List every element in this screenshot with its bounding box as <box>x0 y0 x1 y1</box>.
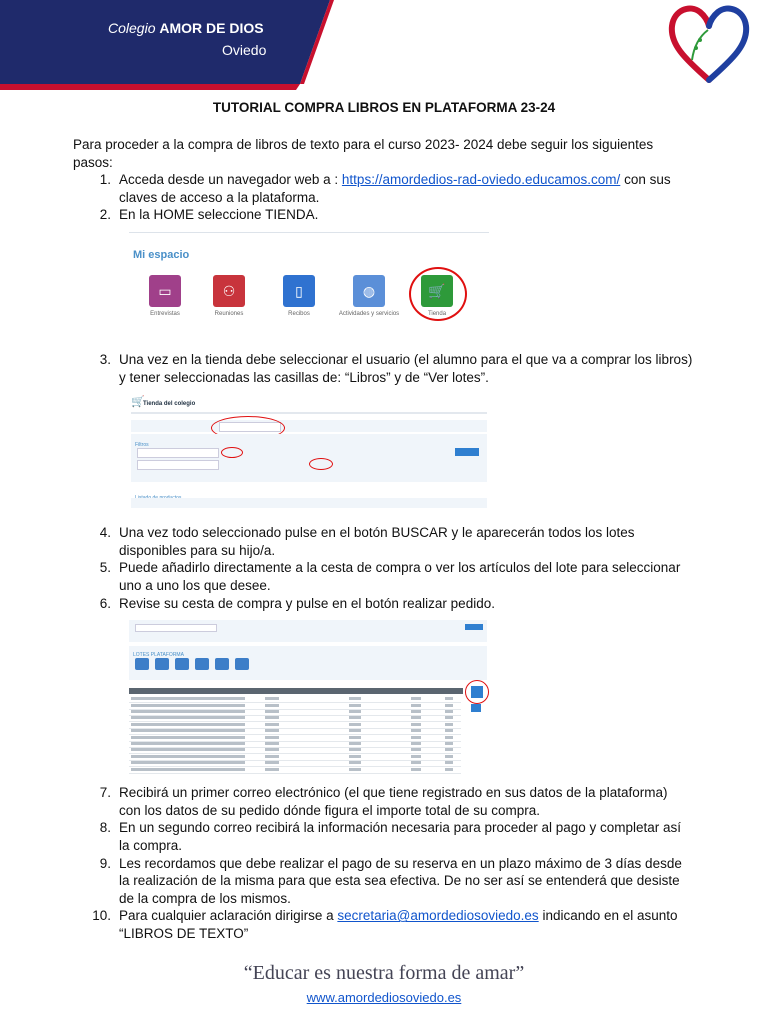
table-cell <box>445 704 453 707</box>
step-number: 7. <box>99 785 111 801</box>
step-9 <box>73 855 693 908</box>
table-cell <box>131 729 221 732</box>
table-cell <box>349 768 361 771</box>
table-cell <box>349 704 361 707</box>
table-cell <box>349 723 361 726</box>
lot-card[interactable] <box>235 658 249 670</box>
table-cell <box>445 710 453 713</box>
school-name: AMOR DE DIOS <box>159 20 264 36</box>
store-title: Tienda del colegio <box>143 401 196 408</box>
table-cell <box>411 736 421 739</box>
step-text: Una vez todo seleccionado pulse en el botón BUSCAR y le aparecerán todos los lotes disponibles para su hijo/a. <box>119 525 635 558</box>
table-cell <box>265 761 279 764</box>
step-number: 6. <box>99 595 111 611</box>
table-cell <box>411 723 421 726</box>
table-cell <box>265 742 279 745</box>
table-cell <box>445 768 453 771</box>
step-number: 10. <box>92 908 111 924</box>
step-7 <box>73 784 693 819</box>
table-cell <box>411 704 421 707</box>
step-text: Para cualquier aclaración dirigirse a <box>119 908 338 924</box>
page-title: TUTORIAL COMPRA LIBROS EN PLATAFORMA 23-24 <box>212 100 556 115</box>
table-cell <box>349 755 361 758</box>
tile-label: Actividades y servicios <box>338 310 400 317</box>
table-cell <box>265 729 279 732</box>
step-1 <box>73 171 693 206</box>
table-cell <box>131 710 221 713</box>
table-cell <box>445 748 453 751</box>
cart-icon: 🛒 <box>131 396 145 409</box>
chat-icon: ▭ <box>149 275 181 307</box>
step-text: En un segundo correo recibirá la información necesaria para proceder al pago y completar así la compra. <box>119 820 682 853</box>
table-cell <box>349 710 361 713</box>
table-cell <box>349 697 361 700</box>
people-icon: ⚇ <box>213 275 245 307</box>
step-4 <box>73 524 693 559</box>
table-cell <box>349 761 361 764</box>
school-prefix: Colegio <box>108 20 156 36</box>
table-cell <box>411 761 421 764</box>
filter-select[interactable] <box>137 448 219 458</box>
tile-label: Recibos <box>288 310 310 317</box>
table-cell <box>411 716 421 719</box>
tile-label: Entrevistas <box>150 310 180 317</box>
table-cell <box>411 768 421 771</box>
step-text: Una vez en la tienda debe seleccionar el usuario (el alumno para el que va a comprar los libros) y tener seleccionadas las casillas de: “Libros” y de “Ver lotes”. <box>119 351 693 385</box>
table-header <box>129 688 463 694</box>
table-cell <box>265 710 279 713</box>
header-banner <box>0 0 768 90</box>
lot-card[interactable] <box>215 658 229 670</box>
home-screenshot <box>129 232 489 343</box>
lot-card[interactable] <box>135 658 149 670</box>
table-cell <box>215 761 245 764</box>
table-cell <box>445 755 453 758</box>
table-cell <box>131 761 221 764</box>
table-cell <box>131 697 221 700</box>
school-city: Oviedo <box>222 42 267 58</box>
step-number: 3. <box>99 351 111 367</box>
table-cell <box>131 755 221 758</box>
table-cell <box>215 742 245 745</box>
table-cell <box>445 716 453 719</box>
table-cell <box>215 710 245 713</box>
table-cell <box>265 736 279 739</box>
table-row <box>129 767 461 774</box>
table-cell <box>131 742 221 745</box>
table-cell <box>215 755 245 758</box>
table-cell <box>445 742 453 745</box>
table-cell <box>445 761 453 764</box>
heart-logo-icon <box>664 0 754 84</box>
table-cell <box>131 736 221 739</box>
tile-label: Reuniones <box>214 310 244 317</box>
table-cell <box>411 729 421 732</box>
search-button[interactable] <box>465 624 483 630</box>
table-cell <box>445 697 453 700</box>
table-cell <box>445 723 453 726</box>
step-text: con sus claves de acceso a la plataforma. <box>119 172 671 205</box>
store-screenshot <box>129 394 489 518</box>
table-cell <box>265 716 279 719</box>
table-cell <box>131 723 221 726</box>
highlight-circle <box>409 267 467 321</box>
cart-screenshot <box>129 618 489 778</box>
step-text: Acceda desde un navegador web a : <box>119 172 342 188</box>
tile-label: Tienda <box>427 310 447 317</box>
table-cell <box>411 742 421 745</box>
highlight-circle <box>465 680 489 704</box>
table-cell <box>265 704 279 707</box>
filter-input[interactable] <box>137 460 219 470</box>
search-button[interactable] <box>455 448 479 456</box>
intro-paragraph: Para proceder a la compra de libros de texto para el curso 2023- 2024 debe seguir los siguientes pasos: <box>73 137 654 170</box>
lots-heading: LOTES PLATAFORMA <box>133 652 184 659</box>
footer-quote: “Educar es nuestra forma de amar” <box>243 962 525 984</box>
table-cell <box>215 697 245 700</box>
table-cell <box>131 768 221 771</box>
table-cell <box>349 729 361 732</box>
table-cell <box>265 723 279 726</box>
table-cell <box>215 729 245 732</box>
table-cell <box>215 768 245 771</box>
school-name-block <box>108 20 267 58</box>
step-6 <box>73 595 693 613</box>
cart-icon: 🛒 <box>421 275 453 307</box>
step-number: 4. <box>99 525 111 541</box>
table-cell <box>215 736 245 739</box>
tutorial-body <box>73 136 693 942</box>
step-2 <box>73 206 693 224</box>
step-text: indicando en el asunto “LIBROS DE TEXTO” <box>119 908 678 941</box>
table-cell <box>445 729 453 732</box>
table-cell <box>131 704 221 707</box>
table-cell <box>349 736 361 739</box>
table-cell <box>215 704 245 707</box>
step-text: Recibirá un primer correo electrónico (el que tiene registrado en sus datos de la plataforma) con los datos de su pedido dónde figura el importe total de su compra. <box>119 785 668 818</box>
lot-card[interactable] <box>155 658 169 670</box>
table-cell <box>265 768 279 771</box>
table-cell <box>265 755 279 758</box>
table-cell <box>411 748 421 751</box>
receipt-icon: ▯ <box>283 275 315 307</box>
footer-website-link[interactable]: www.amordediosoviedo.es <box>306 990 462 1005</box>
table-cell <box>411 755 421 758</box>
table-cell <box>131 716 221 719</box>
step-number: 5. <box>99 560 111 576</box>
step-8 <box>73 819 693 854</box>
table-cell <box>265 697 279 700</box>
step-10 <box>73 907 693 942</box>
table-cell <box>265 748 279 751</box>
step-5 <box>73 559 693 594</box>
table-cell <box>349 748 361 751</box>
step-number: 2. <box>99 207 111 223</box>
step-text: Puede añadirlo directamente a la cesta de compra o ver los artículos del lote para seleccionar uno a uno los que desee. <box>119 560 681 593</box>
table-cell <box>411 697 421 700</box>
table-cell <box>349 742 361 745</box>
mi-espacio-heading: Mi espacio <box>133 248 190 261</box>
step-text: Les recordamos que debe realizar el pago de su reserva en un plazo máximo de 3 días desde la realización de la misma para que esta sea efectiva. De no ser así se entenderá que desiste de la compra de los mismos. <box>119 855 682 906</box>
step-number: 1. <box>99 172 111 188</box>
ball-icon: ◍ <box>353 275 385 307</box>
step-number: 9. <box>99 855 111 871</box>
table-cell <box>215 748 245 751</box>
table-cell <box>445 736 453 739</box>
step-text: En la HOME seleccione TIENDA. <box>119 207 319 223</box>
cart-button[interactable] <box>471 704 481 712</box>
table-cell <box>215 716 245 719</box>
secretaria-email-link[interactable]: secretaria@amordediosoviedo.es <box>337 908 539 924</box>
lot-card[interactable] <box>175 658 189 670</box>
table-cell <box>131 748 221 751</box>
table-cell <box>411 710 421 713</box>
platform-link[interactable]: https://amordedios-rad-oviedo.educamos.com/ <box>341 172 621 188</box>
table-cell <box>215 723 245 726</box>
lot-card[interactable] <box>195 658 209 670</box>
filters-heading: Filtros <box>135 442 149 449</box>
step-text: Revise su cesta de compra y pulse en el botón realizar pedido. <box>119 595 495 611</box>
step-3 <box>73 351 693 386</box>
table-cell <box>349 716 361 719</box>
step-number: 8. <box>99 820 111 836</box>
